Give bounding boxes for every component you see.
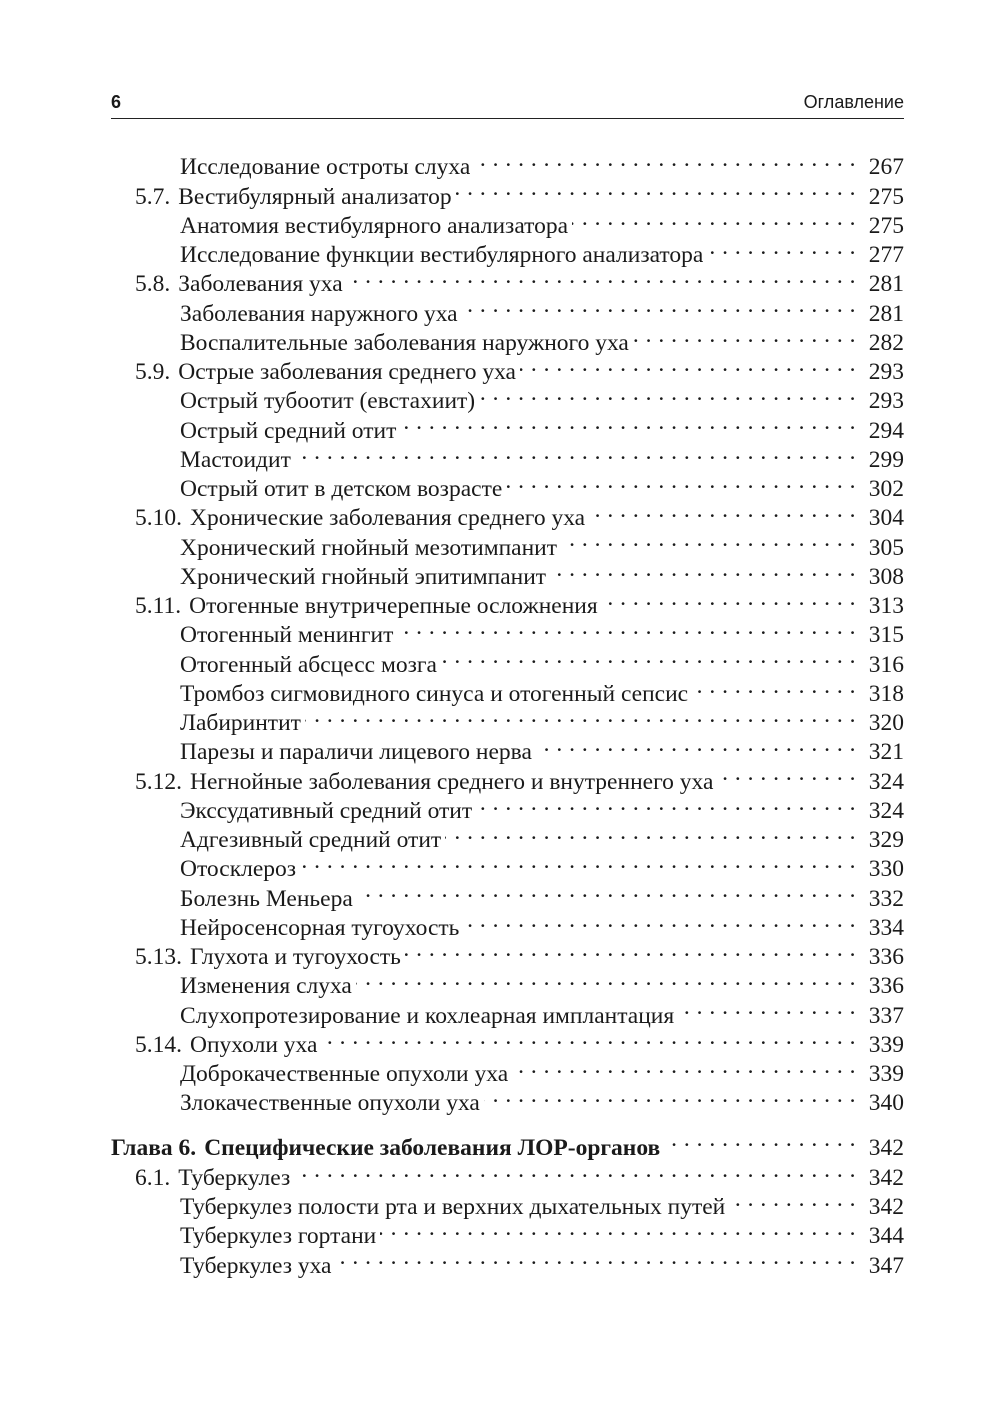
toc-entry-title: Слухопротезирование и кохлеарная имплантация xyxy=(180,1002,675,1029)
dot-leader xyxy=(380,1214,856,1243)
dot-leader xyxy=(476,789,856,818)
dot-leader xyxy=(400,408,856,437)
toc-entry-title: Заболевания уха xyxy=(178,271,343,298)
toc-entry-title: Хронический гнойный эпитимпанит xyxy=(180,563,547,590)
toc-entry-title: Парезы и параличи лицевого нерва xyxy=(180,739,532,766)
toc-entry-title: Острый тубоотит (евстахиит) xyxy=(180,388,476,415)
dot-leader xyxy=(550,555,856,584)
dot-leader xyxy=(484,1081,856,1110)
dot-leader xyxy=(295,438,856,467)
dot-leader xyxy=(294,1156,856,1185)
toc-entry-page: 277 xyxy=(868,242,904,268)
dot-leader xyxy=(356,964,856,993)
toc-entry-page: 336 xyxy=(868,944,904,970)
dot-leader xyxy=(397,613,856,642)
toc-entry-page: 342 xyxy=(868,1194,904,1220)
dot-leader xyxy=(664,1125,856,1154)
toc-entry-page: 305 xyxy=(868,534,904,561)
dot-leader xyxy=(717,759,856,788)
running-header xyxy=(111,88,904,119)
toc-entry-page: 332 xyxy=(868,885,904,912)
toc-entry-page: 320 xyxy=(868,710,904,736)
toc-entry-title: Болезнь Меньера xyxy=(180,885,353,912)
dot-leader xyxy=(572,204,856,233)
section-title: Оглавление xyxy=(803,92,904,112)
toc-entry-title: Хронический гнойный мезотимпанит xyxy=(180,534,558,561)
toc-entry-title: Адгезивный средний отит xyxy=(180,827,442,853)
toc-entry-title: Туберкулез полости рта и верхних дыхательных путей xyxy=(180,1194,726,1220)
toc-entry-title: Воспалительные заболевания наружного уха xyxy=(180,329,629,356)
toc-entry-page: 302 xyxy=(868,476,904,502)
dot-leader xyxy=(357,876,856,905)
dot-leader xyxy=(520,350,856,379)
dot-leader xyxy=(479,379,856,408)
toc-entry-page: 275 xyxy=(868,212,904,239)
dot-leader xyxy=(474,145,856,174)
table-of-contents xyxy=(111,145,904,1279)
toc-entry-title: Опухоли уха xyxy=(190,1031,318,1058)
toc-entry-number: 5.7. xyxy=(135,183,171,210)
toc-entry-title: Изменения слуха xyxy=(180,973,352,1000)
dot-leader xyxy=(405,935,856,964)
dot-leader xyxy=(305,701,856,730)
toc-entry-page: 304 xyxy=(868,505,904,532)
dot-leader xyxy=(602,584,856,613)
toc-entry-page: 337 xyxy=(868,1002,904,1029)
dot-leader xyxy=(707,233,856,262)
toc-entry-title: Отогенный абсцесс мозга xyxy=(180,651,437,678)
dot-leader xyxy=(536,730,856,759)
toc-entry-page: 329 xyxy=(868,827,904,853)
toc-entry-page: 299 xyxy=(868,446,904,473)
dot-leader xyxy=(589,496,856,525)
toc-entry-page: 267 xyxy=(868,154,904,181)
toc-entry-page: 344 xyxy=(868,1223,904,1250)
dot-leader xyxy=(347,262,856,291)
toc-entry-page: 281 xyxy=(868,300,904,327)
toc-entry-title: Заболевания наружного уха xyxy=(180,300,458,327)
toc-entry-title: Туберкулез xyxy=(178,1164,291,1191)
toc-entry-page: 316 xyxy=(868,651,904,678)
toc-entry-page: 339 xyxy=(868,1061,904,1087)
toc-entry-number: 5.14. xyxy=(135,1031,182,1058)
dot-leader xyxy=(321,1023,856,1052)
toc-entry-page: 318 xyxy=(868,680,904,707)
dot-leader xyxy=(561,525,856,554)
toc-entry-title: Специфические заболевания ЛОР-органов xyxy=(204,1134,661,1161)
dot-leader xyxy=(729,1185,856,1214)
toc-entry-title: Лабиринтит xyxy=(180,710,301,736)
toc-entry-page: 294 xyxy=(868,417,904,444)
toc-entry-number: 5.9. xyxy=(135,359,171,385)
toc-entry-title: Исследование остроты слуха xyxy=(180,154,471,181)
dot-leader xyxy=(633,321,856,350)
toc-entry-page: 293 xyxy=(868,388,904,415)
toc-entry-page: 334 xyxy=(868,914,904,941)
toc-entry-page: 336 xyxy=(868,973,904,1000)
toc-entry-page: 281 xyxy=(868,271,904,298)
toc-entry-number: 6.1. xyxy=(135,1164,171,1191)
dot-leader xyxy=(441,642,856,671)
dot-leader xyxy=(512,1052,856,1081)
toc-entry-title: Исследование функции вестибулярного анализатора xyxy=(180,242,704,268)
toc-entry-title: Нейросенсорная тугоухость xyxy=(180,914,460,941)
dot-leader xyxy=(678,993,856,1022)
toc-entry-page: 324 xyxy=(868,797,904,824)
toc-entry-page: 313 xyxy=(868,593,904,619)
toc-entry-number: 5.10. xyxy=(135,505,182,532)
toc-entry-title: Злокачественные опухоли уха xyxy=(180,1090,480,1117)
toc-entry-title: Острый средний отит xyxy=(180,417,397,444)
toc-entry-title: Острые заболевания среднего уха xyxy=(178,359,516,385)
dot-leader xyxy=(463,906,856,935)
toc-entry-page: 282 xyxy=(868,329,904,356)
toc-entry-page: 293 xyxy=(868,359,904,385)
toc-entry-number: Глава 6. xyxy=(111,1134,197,1161)
dot-leader xyxy=(506,467,856,496)
toc-entry-page: 339 xyxy=(868,1031,904,1058)
toc-entry-title: Отогенные внутричерепные осложнения xyxy=(189,593,598,619)
toc-entry-title: Глухота и тугоухость xyxy=(190,944,401,970)
toc-entry-page: 342 xyxy=(868,1134,904,1161)
dot-leader xyxy=(300,847,856,876)
toc-entry-title: Доброкачественные опухоли уха xyxy=(180,1061,509,1087)
toc-entry-page: 340 xyxy=(868,1090,904,1117)
dot-leader xyxy=(692,672,856,701)
toc-entry-title: Отогенный менингит xyxy=(180,622,394,649)
dot-leader xyxy=(335,1243,856,1272)
toc-entry-title: Анатомия вестибулярного анализатора xyxy=(180,212,569,239)
toc-entry-title: Экссудативный средний отит xyxy=(180,797,473,824)
toc-entry-title: Острый отит в детском возрасте xyxy=(180,476,503,502)
toc-entry-page: 275 xyxy=(868,183,904,210)
toc-entry-page: 321 xyxy=(868,739,904,766)
toc-entry-title: Вестибулярный анализатор xyxy=(178,183,452,210)
toc-entry-page: 342 xyxy=(868,1164,904,1191)
toc-entry-page: 347 xyxy=(868,1252,904,1279)
toc-entry-number: 5.12. xyxy=(135,768,182,795)
toc-entry[interactable] xyxy=(111,145,904,181)
toc-entry-title: Отосклероз xyxy=(180,856,297,883)
toc-entry-title: Туберкулез уха xyxy=(180,1252,332,1279)
toc-entry-number: 5.8. xyxy=(135,271,171,298)
dot-leader xyxy=(445,818,856,847)
toc-entry-title: Хронические заболевания среднего уха xyxy=(190,505,586,532)
toc-entry-number: 5.11. xyxy=(135,593,182,619)
toc-entry-number: 5.13. xyxy=(135,944,182,970)
toc-entry-title: Мастоидит xyxy=(180,446,291,473)
toc-entry-page: 330 xyxy=(868,856,904,883)
toc-entry-page: 308 xyxy=(868,563,904,590)
toc-entry-title: Туберкулез гортани xyxy=(180,1223,377,1250)
toc-entry-title: Негнойные заболевания среднего и внутреннего уха xyxy=(190,768,714,795)
dot-leader xyxy=(456,174,856,203)
page-number: 6 xyxy=(111,92,122,112)
toc-entry-page: 315 xyxy=(868,622,904,649)
toc-entry-page: 324 xyxy=(868,768,904,795)
dot-leader xyxy=(462,291,856,320)
toc-entry[interactable] xyxy=(111,1125,904,1161)
toc-entry-title: Тромбоз сигмовидного синуса и отогенный сепсис xyxy=(180,680,689,707)
